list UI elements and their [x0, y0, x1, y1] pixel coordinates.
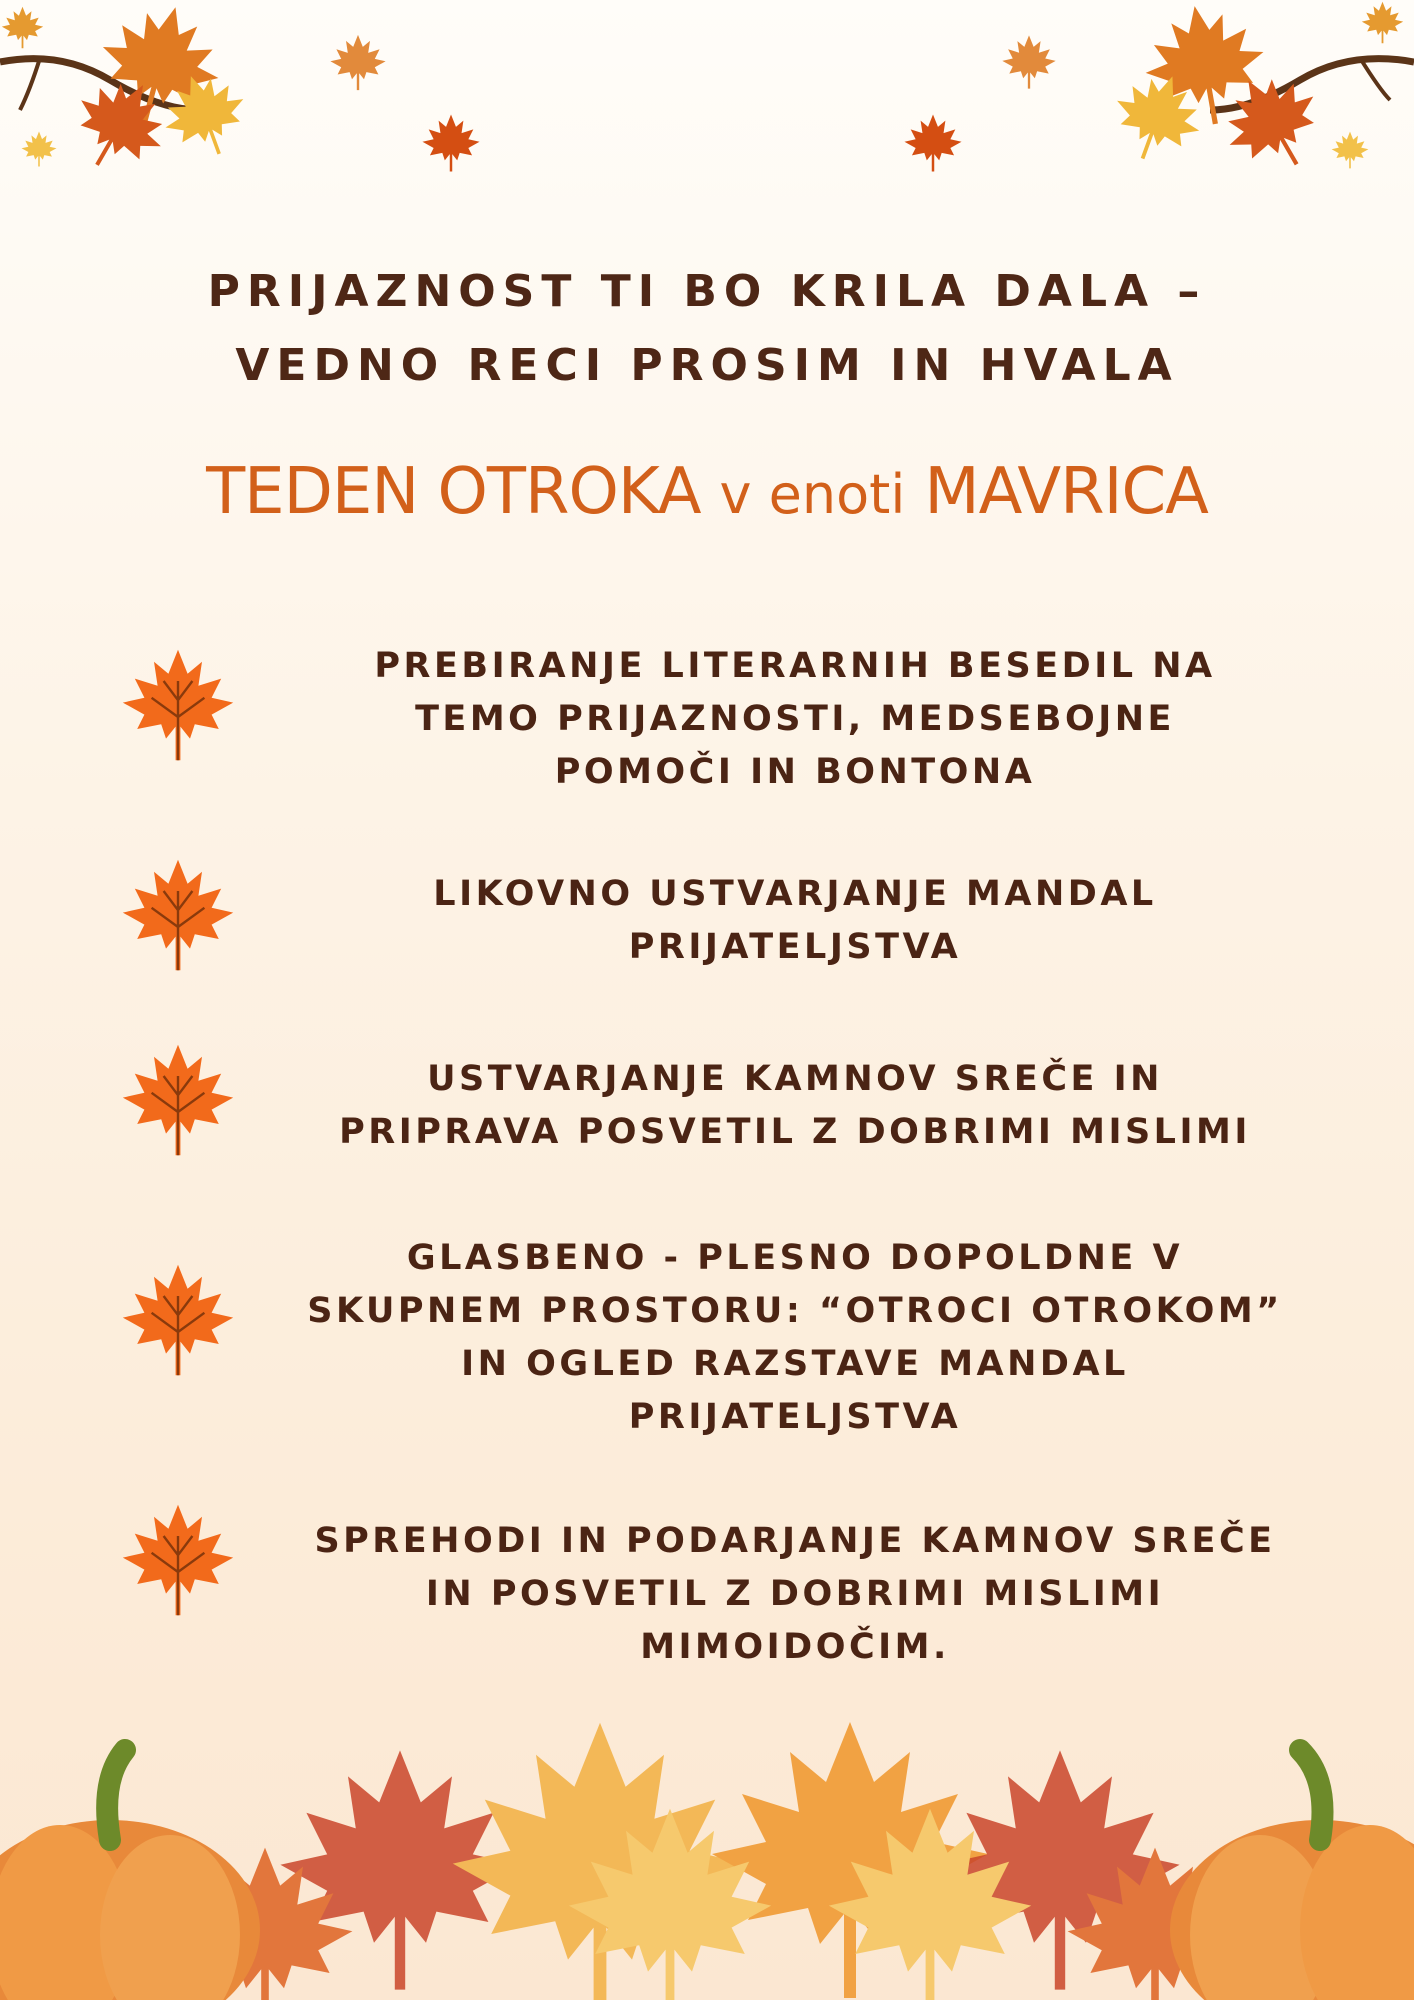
activity-line: MIMOIDOČIM.	[640, 1627, 950, 1667]
activity-line: PRIPRAVA POSVETIL Z DOBRIMI MISLIMI	[339, 1112, 1251, 1152]
motto-line: PRIJAZNOST TI BO KRILA DALA –	[207, 266, 1207, 317]
maple-leaf-icon	[118, 645, 238, 765]
headline-part: TEDEN OTROKA	[206, 455, 701, 529]
maple-leaf-icon	[118, 855, 238, 975]
autumn-branch-icon	[1110, 0, 1414, 190]
pumpkin-icon	[1170, 1750, 1414, 2000]
maple-leaf-icon	[118, 1040, 238, 1160]
activity-text	[275, 1232, 1315, 1444]
maple-leaf-icon	[118, 1260, 238, 1380]
activity-text	[275, 868, 1315, 974]
activity-text	[275, 1053, 1315, 1159]
maple-leaf-icon	[900, 112, 966, 174]
activity-line: SPREHODI IN PODARJANJE KAMNOV SREČE	[314, 1521, 1276, 1561]
activity-line: PRIJATELJSTVA	[628, 927, 962, 967]
maple-leaf-icon	[118, 1500, 238, 1620]
activity-line: PRIJATELJSTVA	[628, 1397, 962, 1437]
activity-line: IN POSVETIL Z DOBRIMI MISLIMI	[425, 1574, 1165, 1614]
pumpkin-icon	[0, 1750, 260, 2000]
motto-line: VEDNO RECI PROSIM IN HVALA	[235, 340, 1179, 391]
maple-leaf-icon	[1000, 30, 1058, 94]
autumn-branch-icon	[0, 0, 290, 190]
activity-line: USTVARJANJE KAMNOV SREČE IN	[427, 1059, 1163, 1099]
motto-title	[0, 255, 1414, 403]
maple-leaf-icon	[328, 30, 388, 95]
activity-line: PREBIRANJE LITERARNIH BESEDIL NA	[374, 646, 1216, 686]
headline-part: v enoti	[719, 463, 906, 526]
autumn-leaves-border	[0, 1720, 1414, 2000]
activity-line: LIKOVNO USTVARJANJE MANDAL	[433, 874, 1157, 914]
activity-text	[275, 1515, 1315, 1674]
page-title	[0, 455, 1414, 529]
headline-part: MAVRICA	[924, 455, 1208, 529]
maple-leaf-icon	[420, 112, 482, 174]
activity-line: SKUPNEM PROSTORU: “OTROCI OTROKOM”	[307, 1291, 1283, 1331]
activity-line: GLASBENO - PLESNO DOPOLDNE V	[406, 1238, 1184, 1278]
activity-text	[275, 640, 1315, 799]
activity-line: POMOČI IN BONTONA	[554, 752, 1036, 792]
activity-line: TEMO PRIJAZNOSTI, MEDSEBOJNE	[415, 699, 1175, 739]
activity-line: IN OGLED RAZSTAVE MANDAL	[461, 1344, 1129, 1384]
